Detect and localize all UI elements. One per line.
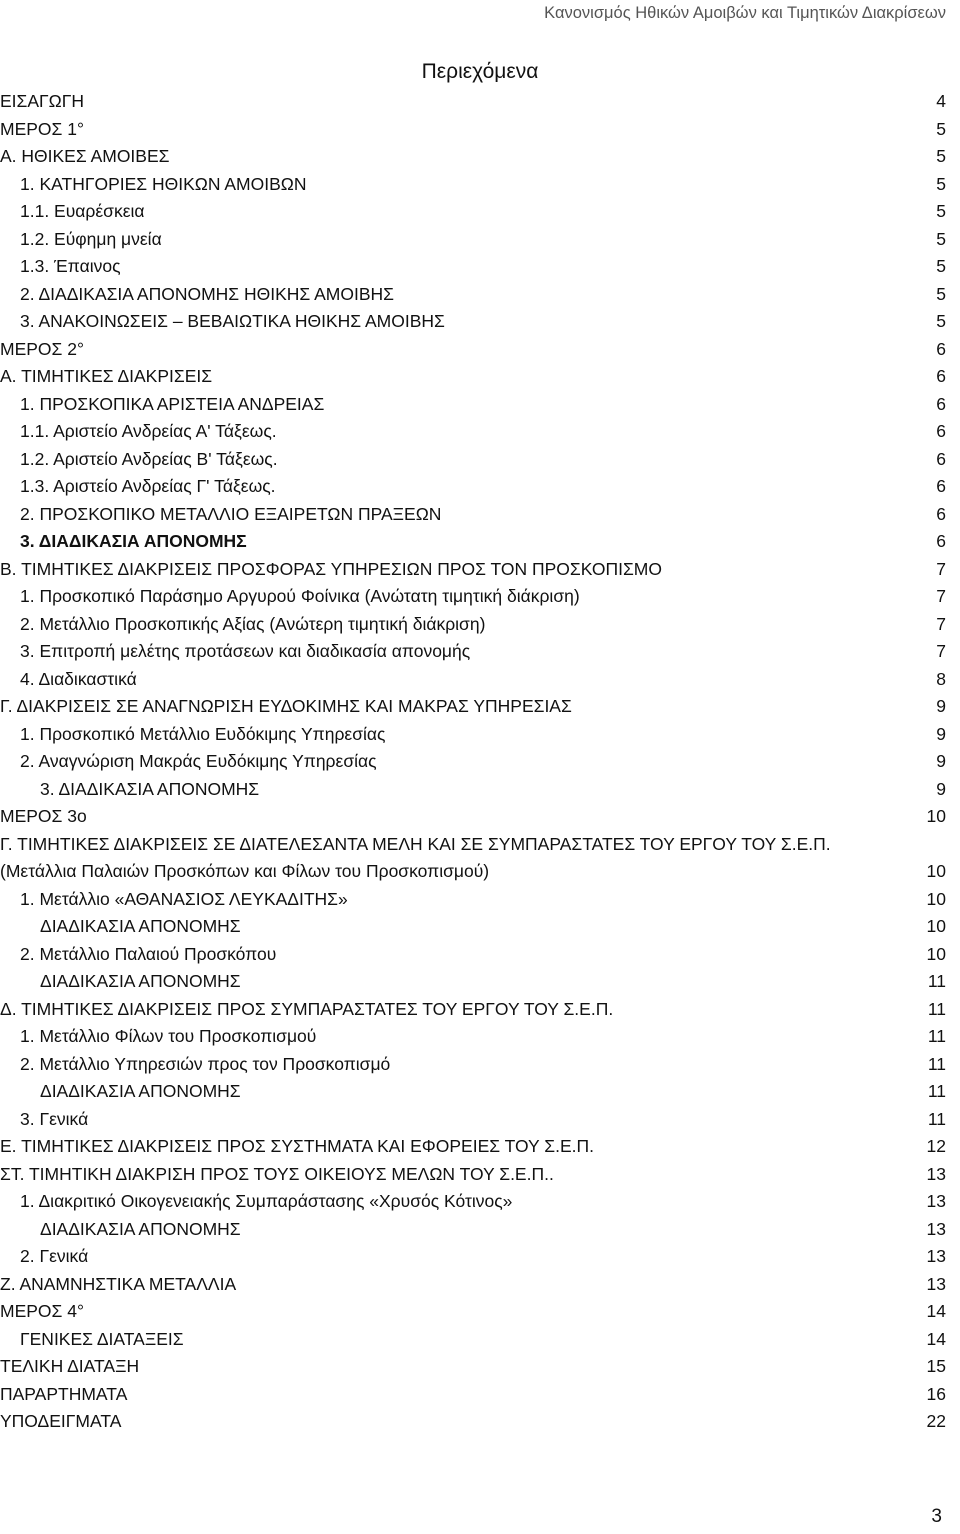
toc-entry-page: 7 [936, 586, 946, 606]
toc-entry-label: 2. Μετάλλιο Παλαιού Προσκόπου [20, 943, 277, 964]
toc-entry-label: 3. Γενικά [20, 1108, 89, 1129]
toc-entry-label: 1. Διακριτικό Οικογενειακής Συμπαράστασης «Χρυσός Κότινος» [20, 1191, 513, 1211]
toc-entry-label: 1.2. Εύφημη μνεία [20, 228, 162, 249]
toc-entry[interactable] [0, 886, 946, 914]
toc-entry-page: 6 [936, 366, 946, 386]
toc-entry-label: 1. ΠΡΟΣΚΟΠΙΚΑ ΑΡΙΣΤΕΙΑ ΑΝΔΡΕΙΑΣ [20, 393, 325, 414]
toc-entry-page: 8 [936, 668, 946, 689]
toc-entry[interactable] [0, 253, 946, 281]
toc-entry-page: 4 [936, 91, 946, 111]
toc-entry-page: 11 [927, 1081, 946, 1101]
toc-entry-label: 1. Προσκοπικό Παράσημο Αργυρού Φοίνικα (Ανώτατη τιμητική διάκριση) [20, 586, 580, 606]
toc-entry-page: 13 [926, 1191, 946, 1211]
toc-entry-page: 6 [936, 393, 946, 414]
toc-entry[interactable] [0, 1188, 946, 1216]
toc-entry[interactable] [0, 858, 946, 886]
toc-entry-page: 13 [926, 1218, 946, 1239]
toc-entry-label: 3. ΔΙΑΔΙΚΑΣΙΑ ΑΠΟΝΟΜΗΣ [20, 531, 247, 551]
toc-entry-page: 6 [936, 338, 946, 359]
toc-entry-label: ΜΕΡΟΣ 3ο [0, 806, 87, 826]
toc-entry[interactable] [0, 611, 946, 639]
toc-entry-page: 10 [926, 943, 946, 964]
toc-entry-page: 12 [926, 1136, 946, 1156]
toc-entry[interactable] [0, 941, 946, 969]
toc-entry-page: 11 [927, 1026, 946, 1046]
toc-entry-label: 1.3. Έπαινος [20, 256, 121, 276]
toc-entry-label: 2. Αναγνώριση Μακράς Ευδόκιμης Υπηρεσίας [20, 751, 377, 771]
toc-entry[interactable] [0, 116, 946, 144]
toc-entry-label: 3. Επιτροπή μελέτης προτάσεων και διαδικασία απονομής [20, 641, 471, 661]
toc-entry-page: 13 [926, 1246, 946, 1266]
toc-entry-label: 1.3. Αριστείο Ανδρείας Γ' Τάξεως. [20, 476, 276, 496]
toc-entry[interactable] [0, 1243, 946, 1271]
toc-entry-label: 2. ΔΙΑΔΙΚΑΣΙΑ ΑΠΟΝΟΜΗΣ ΗΘΙΚΗΣ ΑΜΟΙΒΗΣ [20, 283, 394, 304]
toc-entry[interactable] [0, 748, 946, 776]
toc-entry[interactable] [0, 831, 946, 859]
toc-entry-label: 1. Προσκοπικό Μετάλλιο Ευδόκιμης Υπηρεσίας [20, 723, 386, 744]
toc-entry[interactable] [0, 1051, 946, 1079]
toc-entry[interactable] [0, 1078, 946, 1106]
toc-entry-page: 10 [926, 888, 946, 909]
toc-entry-label: Ε. ΤΙΜΗΤΙΚΕΣ ΔΙΑΚΡΙΣΕΙΣ ΠΡΟΣ ΣΥΣΤΗΜΑΤΑ ΚΑΙ ΕΦΟΡΕΙΕΣ ΤΟΥ Σ.Ε.Π. [0, 1136, 594, 1156]
toc-entry-label: 4. Διαδικαστικά [20, 668, 137, 689]
toc-entry-label: ΠΑΡΑΡΤΗΜΑΤΑ [0, 1383, 128, 1404]
toc-entry-label: ΜΕΡΟΣ 4° [0, 1301, 84, 1321]
toc-entry-label: 2. Γενικά [20, 1246, 89, 1266]
toc-entry-page: 5 [936, 256, 946, 276]
toc-entry-label: ΔΙΑΔΙΚΑΣΙΑ ΑΠΟΝΟΜΗΣ [40, 1218, 241, 1239]
toc-entry-page: 16 [926, 1383, 946, 1404]
toc-entry[interactable] [0, 391, 946, 419]
toc-entry-page: 9 [936, 778, 946, 799]
toc-entry-page: 14 [926, 1301, 946, 1321]
toc-entry[interactable] [0, 1216, 946, 1244]
toc-entry-page: 22 [926, 1411, 946, 1431]
toc-entry-label: 1.1. Αριστείο Ανδρείας Α' Τάξεως. [20, 421, 277, 441]
toc-entry-label: 1. Μετάλλιο «ΑΘΑΝΑΣΙΟΣ ΛΕΥΚΑΔΙΤΗΣ» [20, 888, 348, 909]
toc-entry-page: 9 [936, 751, 946, 771]
toc-entry-page: 5 [936, 173, 946, 194]
toc-entry-label: ΣΤ. ΤΙΜΗΤΙΚΗ ΔΙΑΚΡΙΣΗ ΠΡΟΣ ΤΟΥΣ ΟΙΚΕΙΟΥΣ ΜΕΛΩΝ ΤΟΥ Σ.Ε.Π.. [0, 1163, 554, 1184]
toc-entry-page: 5 [936, 311, 946, 331]
toc-entry-label: Ζ. ΑΝΑΜΝΗΣΤΙΚΑ ΜΕΤΑΛΛΙΑ [0, 1273, 237, 1294]
toc-entry-label: ΔΙΑΔΙΚΑΣΙΑ ΑΠΟΝΟΜΗΣ [40, 916, 241, 936]
toc-entry-page: 5 [936, 201, 946, 221]
toc-entry-page: 6 [936, 531, 946, 551]
toc-entry-label: Γ. ΔΙΑΚΡΙΣΕΙΣ ΣΕ ΑΝΑΓΝΩΡΙΣΗ ΕΥΔΟΚΙΜΗΣ ΚΑΙ ΜΑΚΡΑΣ ΥΠΗΡΕΣΙΑΣ [0, 696, 572, 716]
running-header: Κανονισμός Ηθικών Αμοιβών και Τιμητικών Διακρίσεων [544, 4, 946, 22]
toc-entry-label: ΥΠΟΔΕΙΓΜΑΤΑ [0, 1411, 122, 1431]
toc-entry-label: ΜΕΡΟΣ 1° [0, 118, 84, 139]
toc-entry[interactable] [0, 308, 946, 336]
toc-entry-page: 5 [936, 146, 946, 166]
toc-entry-label: 1. Μετάλλιο Φίλων του Προσκοπισμού [20, 1026, 317, 1046]
toc-entry-page: 11 [927, 1108, 946, 1129]
toc-entry[interactable] [0, 803, 946, 831]
toc-entry-label: 3. ΑΝΑΚΟΙΝΩΣΕΙΣ – ΒΕΒΑΙΩΤΙΚΑ ΗΘΙΚΗΣ ΑΜΟΙΒΗΣ [20, 311, 445, 331]
toc-entry[interactable] [0, 418, 946, 446]
toc-entry-label: 1.1. Ευαρέσκεια [20, 201, 145, 221]
toc-entry-label: 2. ΠΡΟΣΚΟΠΙΚΟ ΜΕΤΑΛΛΙΟ ΕΞΑΙΡΕΤΩΝ ΠΡΑΞΕΩΝ [20, 503, 442, 524]
toc-entry-label: ΔΙΑΔΙΚΑΣΙΑ ΑΠΟΝΟΜΗΣ [40, 1081, 241, 1101]
toc-entry[interactable] [0, 143, 946, 171]
toc-entry[interactable] [0, 666, 946, 694]
toc-entry-label: ΜΕΡΟΣ 2° [0, 338, 84, 359]
toc-entry[interactable] [0, 638, 946, 666]
toc-entry-label: 1.2. Αριστείο Ανδρείας Β' Τάξεως. [20, 448, 278, 469]
toc-entry-page: 13 [926, 1273, 946, 1294]
toc-entry-label: ΕΙΣΑΓΩΓΗ [0, 91, 85, 111]
toc-entry[interactable] [0, 226, 946, 254]
table-of-contents [0, 88, 946, 1436]
toc-entry[interactable] [0, 996, 946, 1024]
toc-entry-page: 6 [936, 421, 946, 441]
toc-entry-page: 5 [936, 228, 946, 249]
toc-entry-label: ΤΕΛΙΚΗ ΔΙΑΤΑΞΗ [0, 1356, 140, 1376]
toc-entry[interactable] [0, 1271, 946, 1299]
toc-entry[interactable] [0, 968, 946, 996]
toc-entry[interactable] [0, 1161, 946, 1189]
toc-entry-label: Α. ΤΙΜΗΤΙΚΕΣ ΔΙΑΚΡΙΣΕΙΣ [0, 366, 213, 386]
toc-entry-page: 11 [927, 971, 946, 991]
toc-entry[interactable] [0, 88, 946, 116]
toc-entry-label: Δ. ΤΙΜΗΤΙΚΕΣ ΔΙΑΚΡΙΣΕΙΣ ΠΡΟΣ ΣΥΜΠΑΡΑΣΤΑΤΕΣ ΤΟΥ ΕΡΓΟΥ ΤΟΥ Σ.Ε.Π. [0, 998, 614, 1019]
toc-entry[interactable] [0, 171, 946, 199]
toc-entry-page: 9 [936, 696, 946, 716]
toc-entry-page: 13 [926, 1163, 946, 1184]
toc-entry[interactable] [0, 1326, 946, 1354]
toc-entry-page: 10 [926, 916, 946, 936]
toc-entry-label: ΔΙΑΔΙΚΑΣΙΑ ΑΠΟΝΟΜΗΣ [40, 971, 241, 991]
toc-entry[interactable] [0, 1023, 946, 1051]
toc-entry[interactable] [0, 1106, 946, 1134]
toc-entry-page: 7 [936, 558, 946, 579]
toc-entry-label: 1. ΚΑΤΗΓΟΡΙΕΣ ΗΘΙΚΩΝ ΑΜΟΙΒΩΝ [20, 173, 307, 194]
page-number: 3 [931, 1506, 942, 1527]
toc-entry-page: 7 [936, 641, 946, 661]
toc-entry-label: Β. ΤΙΜΗΤΙΚΕΣ ΔΙΑΚΡΙΣΕΙΣ ΠΡΟΣΦΟΡΑΣ ΥΠΗΡΕΣΙΩΝ ΠΡΟΣ ΤΟΝ ΠΡΟΣΚΟΠΙΣΜΟ [0, 558, 662, 579]
toc-entry[interactable] [0, 473, 946, 501]
toc-entry-page: 11 [927, 1053, 946, 1074]
toc-entry-label: 3. ΔΙΑΔΙΚΑΣΙΑ ΑΠΟΝΟΜΗΣ [40, 778, 260, 799]
toc-entry-page: 5 [936, 283, 946, 304]
toc-entry-page: 9 [936, 723, 946, 744]
toc-entry[interactable] [0, 1408, 946, 1436]
toc-entry-page: 10 [926, 861, 946, 881]
toc-entry-page: 10 [926, 806, 946, 826]
toc-title: Περιεχόμενα [421, 60, 539, 83]
toc-entry[interactable] [0, 556, 946, 584]
toc-entry[interactable] [0, 693, 946, 721]
toc-entry[interactable] [0, 1133, 946, 1161]
toc-entry[interactable] [0, 721, 946, 749]
toc-entry[interactable] [0, 913, 946, 941]
toc-entry[interactable] [0, 528, 946, 556]
toc-entry-label: (Μετάλλια Παλαιών Προσκόπων και Φίλων του Προσκοπισμού) [0, 861, 490, 881]
toc-entry-label: 2. Μετάλλιο Υπηρεσιών προς τον Προσκοπισμό [20, 1053, 391, 1074]
toc-entry-label: Γ. ΤΙΜΗΤΙΚΕΣ ΔΙΑΚΡΙΣΕΙΣ ΣΕ ΔΙΑΤΕΛΕΣΑΝΤΑ ΜΕΛΗ ΚΑΙ ΣΕ ΣΥΜΠΑΡΑΣΤΑΤΕΣ ΤΟΥ ΕΡΓΟΥ ΤΟΥ Σ.Ε.Π. [0, 833, 831, 854]
toc-entry-page: 6 [936, 503, 946, 524]
toc-entry[interactable] [0, 336, 946, 364]
toc-entry[interactable] [0, 1381, 946, 1409]
toc-entry-page: 6 [936, 448, 946, 469]
toc-entry[interactable] [0, 363, 946, 391]
toc-entry[interactable] [0, 776, 946, 804]
toc-entry[interactable] [0, 281, 946, 309]
toc-entry-page: 15 [926, 1356, 946, 1376]
toc-entry[interactable] [0, 501, 946, 529]
toc-entry[interactable] [0, 583, 946, 611]
toc-entry-page: 5 [936, 118, 946, 139]
toc-entry-page: 7 [936, 613, 946, 634]
toc-entry[interactable] [0, 1353, 946, 1381]
toc-entry-label: ΓΕΝΙΚΕΣ ΔΙΑΤΑΞΕΙΣ [20, 1328, 184, 1349]
toc-entry[interactable] [0, 446, 946, 474]
toc-entry-label: Α. ΗΘΙΚΕΣ ΑΜΟΙΒΕΣ [0, 146, 170, 166]
toc-entry[interactable] [0, 1298, 946, 1326]
toc-entry-label: 2. Μετάλλιο Προσκοπικής Αξίας (Ανώτερη τιμητική διάκριση) [20, 613, 486, 634]
toc-entry-page: 14 [926, 1328, 946, 1349]
toc-entry[interactable] [0, 198, 946, 226]
toc-entry-page: 6 [936, 476, 946, 496]
toc-entry-page: 11 [927, 998, 946, 1019]
